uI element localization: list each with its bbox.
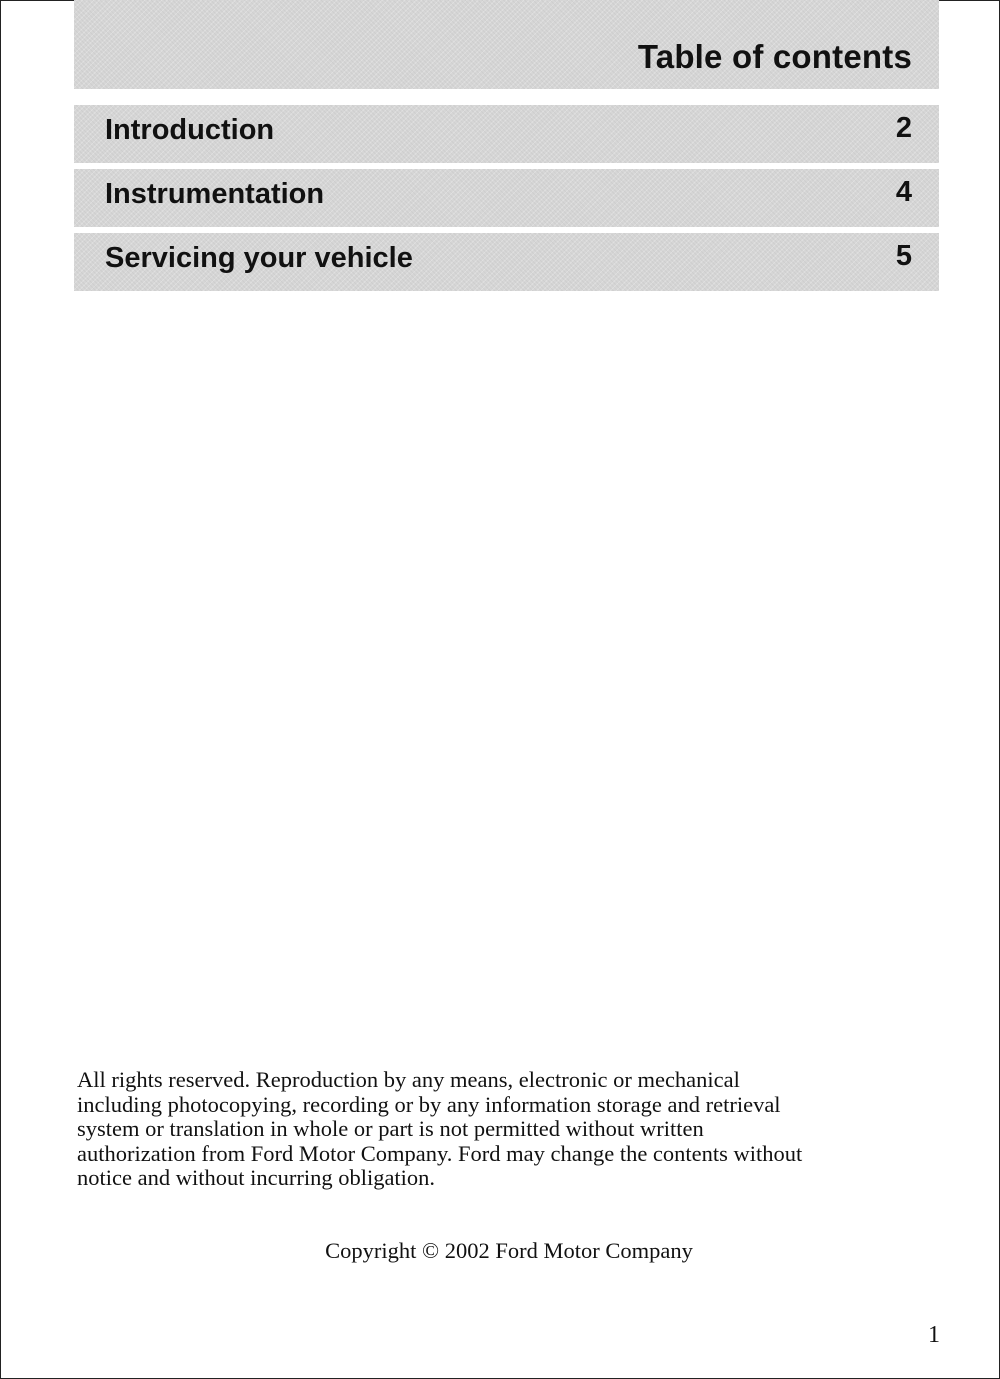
toc-entry-page: 2 xyxy=(895,112,912,144)
rights-line: authorization from Ford Motor Company. Ford may change the contents without xyxy=(77,1140,803,1166)
rights-line: notice and without incurring obligation. xyxy=(77,1165,436,1190)
toc-entry-label: Instrumentation xyxy=(105,178,325,210)
toc-entry-label: Introduction xyxy=(105,114,275,146)
rights-line: All rights reserved. Reproduction by any means, electronic or mechanical xyxy=(77,1067,740,1092)
rights-notice xyxy=(77,1068,947,1191)
toc-entry-page: 5 xyxy=(895,240,912,272)
toc-entry-instrumentation[interactable] xyxy=(74,169,939,227)
toc-entry-label: Servicing your vehicle xyxy=(105,242,413,274)
title-band xyxy=(74,0,939,89)
rights-line: system or translation in whole or part is not permitted without written xyxy=(77,1116,704,1141)
page-number: 1 xyxy=(928,1322,940,1348)
toc-entry-page: 4 xyxy=(895,176,912,208)
copyright-notice: Copyright © 2002 Ford Motor Company xyxy=(325,1238,693,1263)
toc-entry-introduction[interactable] xyxy=(74,105,939,163)
toc-entry-servicing[interactable] xyxy=(74,233,939,291)
rights-line: including photocopying, recording or by any information storage and retrieval xyxy=(77,1091,781,1117)
page-title: Table of contents xyxy=(637,38,912,75)
